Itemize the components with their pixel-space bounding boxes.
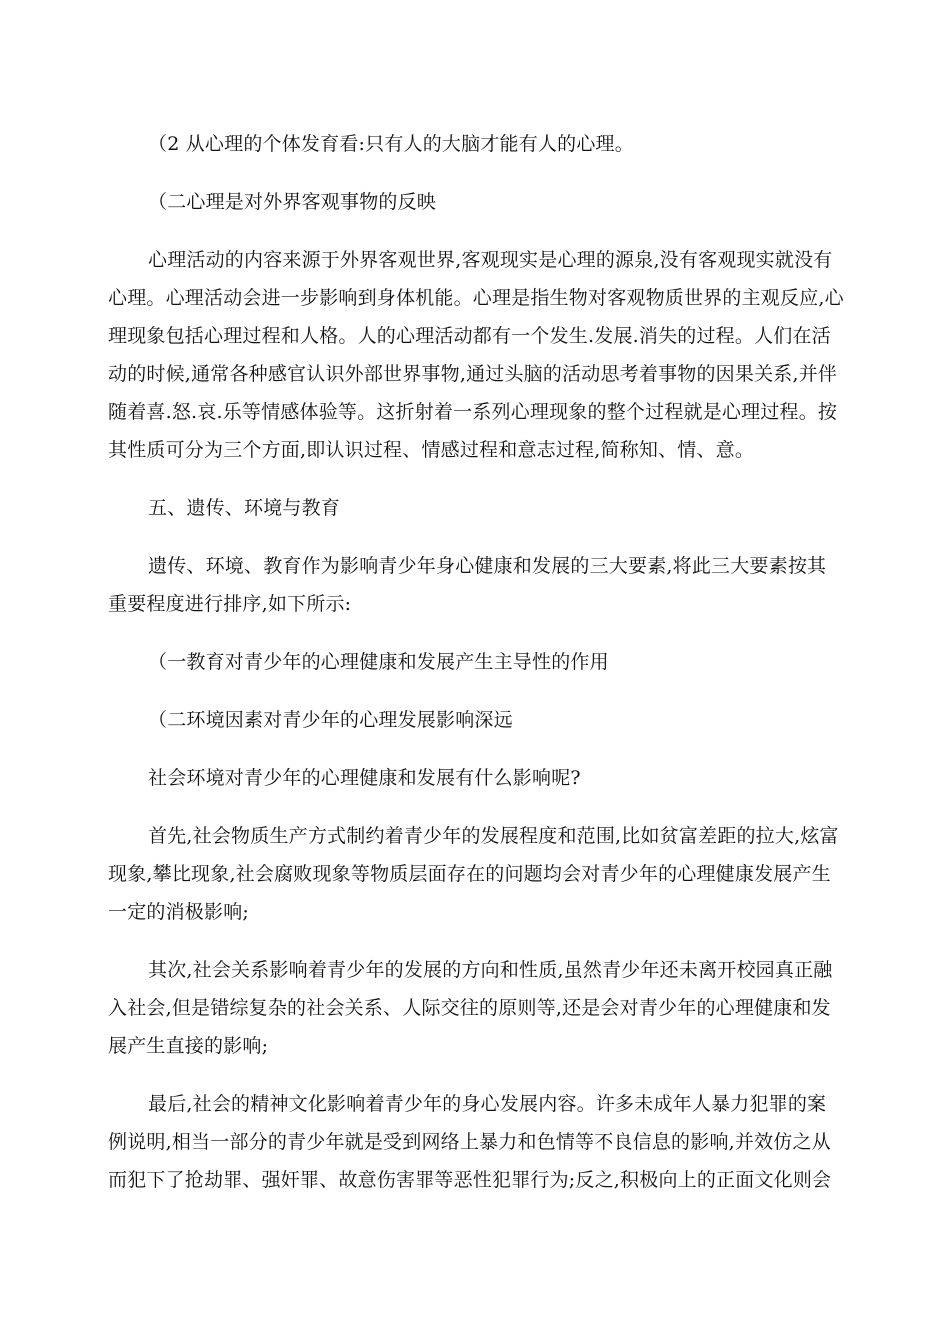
text-line: 随着喜.怒.哀.乐等情感体验等。这折射着一系列心理现象的整个过程就是心理过程。按 <box>108 401 838 423</box>
text-line: （二心理是对外界客观事物的反映 <box>148 191 437 213</box>
text-line: 展产生直接的影响; <box>108 1035 269 1057</box>
text-line: 五、遗传、环境与教育 <box>148 497 341 519</box>
text-line: （一教育对青少年的心理健康和发展产生主导性的作用 <box>148 651 609 673</box>
section-heading <box>108 125 838 163</box>
text-line: 其次,社会关系影响着青少年的发展的方向和性质,虽然青少年还未离开校园真正融 <box>148 959 833 981</box>
section-heading <box>108 489 838 527</box>
text-line: 心理活动的内容来源于外界客观世界,客观现实是心理的源泉,没有客观现实就没有 <box>148 249 833 271</box>
text-line: 而犯下了抢劫罪、强奸罪、故意伤害罪等恶性犯罪行为;反之,积极向上的正面文化则会 <box>108 1169 832 1191</box>
text-line: 例说明,相当一部分的青少年就是受到网络上暴力和色情等不良信息的影响,并效仿之从 <box>108 1131 831 1153</box>
text-line: 其性质可分为三个方面,即认识过程、情感过程和意志过程,简称知、情、意。 <box>108 439 755 461</box>
section-heading <box>108 643 838 681</box>
paragraph <box>108 1085 838 1199</box>
paragraph <box>108 547 838 623</box>
paragraph <box>108 817 838 931</box>
text-line: 重要程度进行排序,如下所示: <box>108 593 352 615</box>
text-line: 社会环境对青少年的心理健康和发展有什么影响呢? <box>148 767 581 789</box>
text-line: 现象,攀比现象,社会腐败现象等物质层面存在的问题均会对青少年的心理健康发展产生 <box>108 863 831 885</box>
text-line: 一定的消极影响; <box>108 901 250 923</box>
text-line: 首先,社会物质生产方式制约着青少年的发展程度和范围,比如贫富差距的拉大,炫富 <box>148 825 839 847</box>
text-line: 最后,社会的精神文化影响着青少年的身心发展内容。许多未成年人暴力犯罪的案 <box>148 1093 827 1115</box>
text-line: 动的时候,通常各种感官认识外部世界事物,通过头脑的活动思考着事物的因果关系,并伴 <box>108 363 838 385</box>
section-heading <box>108 701 838 739</box>
text-line: （二环境因素对青少年的心理发展影响深远 <box>148 709 513 731</box>
paragraph <box>108 951 838 1065</box>
document-page <box>108 125 844 1199</box>
text-line: 遗传、环境、教育作为影响青少年身心健康和发展的三大要素,将此三大要素按其 <box>148 555 827 577</box>
text-line: 入社会,但是错综复杂的社会关系、人际交往的原则等,还是会对青少年的心理健康和发 <box>108 997 831 1019</box>
section-heading <box>108 183 838 221</box>
text-line: （2 从心理的个体发育看:只有人的大脑才能有人的心理。 <box>148 133 634 155</box>
text-line: 理现象包括心理过程和人格。人的心理活动都有一个发生.发展.消失的过程。人们在活 <box>108 325 831 347</box>
text-line: 心理。心理活动会进一步影响到身体机能。心理是指生物对客观物质世界的主观反应,心 <box>108 287 844 309</box>
paragraph <box>108 759 838 797</box>
paragraph <box>108 241 844 469</box>
